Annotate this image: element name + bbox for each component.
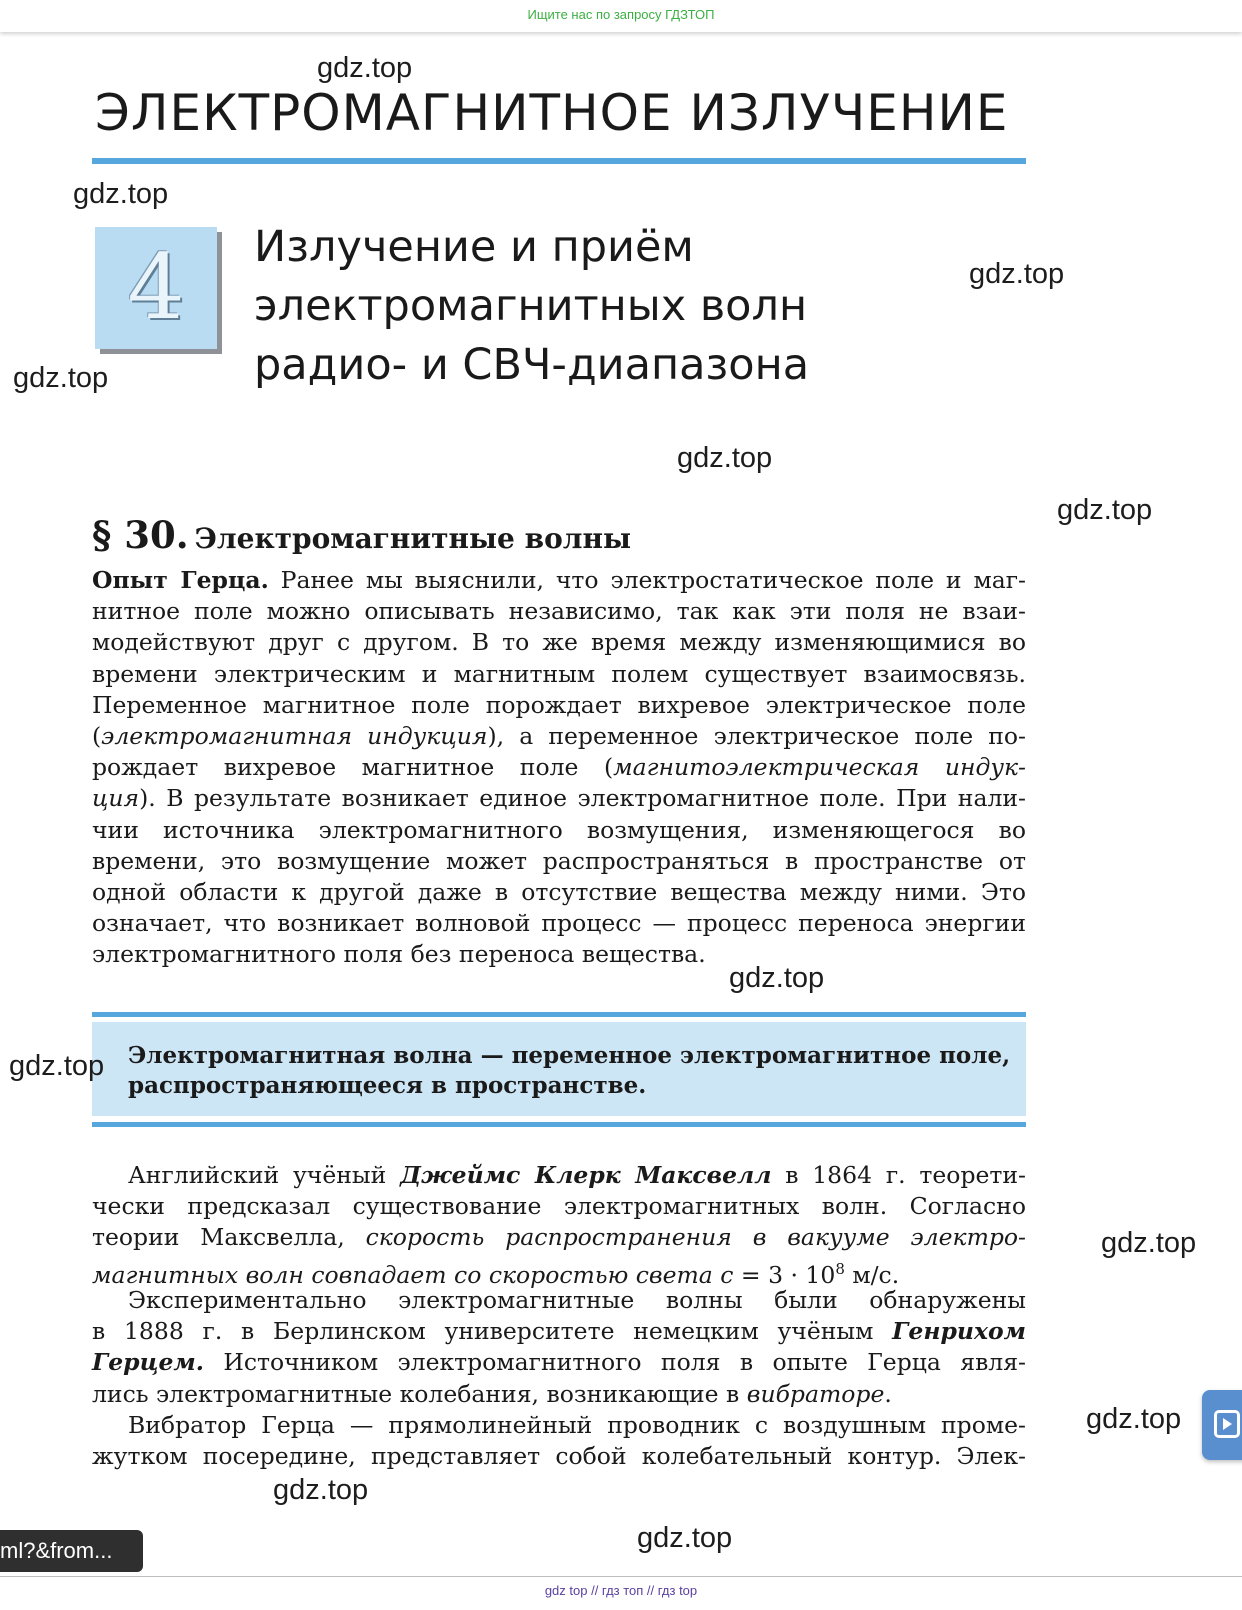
term-magnetoelectric-induction: магнитоэлектрическая индук- [613, 753, 1026, 782]
text-line: Ранее мы выяснили, что электростатическое поле и маг- [268, 566, 1026, 594]
formula-exponent: 8 [835, 1259, 845, 1278]
person-hertz: Генрихом [892, 1317, 1026, 1346]
top-banner [0, 0, 1242, 32]
text-line: электромагнитного поля без переноса вещества. [92, 940, 706, 969]
section-number: § 30. [92, 513, 189, 557]
url-tooltip: ml?&from... [0, 1530, 143, 1572]
text-line: лись электромагнитные колебания, возникающие в [92, 1379, 747, 1408]
formula-speed-of-light: = 3 · 10 [733, 1260, 836, 1289]
paragraph-lead: Опыт Герца. [92, 566, 269, 594]
statement-speed-of-waves: скорость распространения в вакууме электро- [365, 1223, 1026, 1252]
text-line: Английский учёный [128, 1161, 401, 1189]
text-line: времени, это возмущение может распространяться в пространстве от [92, 846, 1026, 875]
watermark: gdz.top [729, 962, 825, 994]
watermark: gdz.top [73, 178, 169, 210]
text-line: . [884, 1379, 892, 1408]
subsection-title [254, 218, 809, 395]
text-line: в 1864 г. теорети- [771, 1161, 1026, 1189]
text-line: ). В результате возникает единое электромагнитное поле. При нали- [139, 784, 1026, 813]
text-line: чии источника электромагнитного возмущения, изменяющегося во [92, 815, 1026, 844]
chapter-divider [92, 158, 1026, 164]
watermark: gdz.top [1086, 1403, 1182, 1435]
section-heading [92, 513, 631, 557]
paragraph-maxwell [92, 1160, 1026, 1291]
watermark: gdz.top [969, 258, 1065, 290]
text-line: чески предсказал существование электромагнитных волн. Согласно [92, 1192, 1026, 1221]
person-maxwell: Джеймс Клерк Максвелл [400, 1161, 772, 1189]
statement-speed-of-waves-end: магнитных волн совпадает со скоростью света c [92, 1260, 734, 1289]
definition-line: распространяющееся в пространстве. [128, 1072, 647, 1099]
definition-line: Электромагнитная волна — переменное электромагнитное поле, [128, 1042, 1011, 1069]
subsection-number: 4 [127, 235, 185, 340]
formula-unit: м/с. [844, 1260, 900, 1289]
term-electromagnetic-induction: электромагнитная индукция [101, 722, 488, 751]
paragraph-vibrator [92, 1410, 1026, 1472]
text-line: нитное поле можно описывать независимо, так как эти поля не взаи- [92, 597, 1026, 626]
watermark: gdz.top [9, 1050, 105, 1082]
watermark: gdz.top [317, 52, 413, 84]
text-line: Источником электромагнитного поля в опыте Герца явля- [203, 1348, 1026, 1377]
person-hertz-end: Герцем. [92, 1348, 204, 1377]
paragraph-hertz-experiment [92, 565, 1026, 971]
term-magnetoelectric-induction-end: ция [92, 784, 140, 813]
chapter-title: ЭЛЕКТРОМАГНИТНОЕ ИЗЛУЧЕНИЕ [95, 84, 1009, 142]
watermark: gdz.top [13, 362, 109, 394]
watermark: gdz.top [1057, 494, 1153, 526]
text-line: в 1888 г. в Берлинском университете немецким учёным [92, 1317, 893, 1346]
play-video-icon [1214, 1410, 1240, 1438]
subsection-title-line: радио- и СВЧ-диапазона [254, 340, 810, 390]
text-line: Переменное магнитное поле порождает вихревое электрическое поле [92, 690, 1026, 719]
watermark: gdz.top [1101, 1227, 1197, 1259]
text-line: одной области к другой даже в отсутствие вещества между ними. Это [92, 878, 1026, 907]
section-title: Электромагнитные волны [194, 522, 632, 555]
watermark: gdz.top [273, 1474, 369, 1506]
term-vibrator: вибраторе [746, 1379, 885, 1408]
text-line: ( [92, 722, 102, 751]
definition-bottom-rule [92, 1122, 1026, 1127]
watermark: gdz.top [677, 442, 773, 474]
footer-links: gdz top // гдз топ // гдз top [544, 1583, 698, 1598]
text-line: рождает вихревое магнитное поле ( [92, 753, 614, 782]
banner-text: Ищите нас по запросу ГДЗТОП [527, 7, 715, 22]
side-panel-button[interactable] [1202, 1390, 1242, 1460]
subsection-number-badge [95, 227, 217, 349]
definition-top-rule [92, 1012, 1026, 1017]
text-line: теории Максвелла, [92, 1223, 366, 1252]
footer-divider [0, 1576, 1242, 1577]
text-line: ), а переменное электрическое поле по- [487, 722, 1026, 751]
text-line: модействуют друг с другом. В то же время между изменяющимися во [92, 628, 1026, 657]
subsection-title-line: Излучение и приём [254, 222, 694, 272]
text-line: Вибратор Герца — прямолинейный проводник с воздушным проме- [128, 1411, 1026, 1439]
text-line: Экспериментально электромагнитные волны были обнаружены [128, 1286, 1026, 1314]
paragraph-hertz-discovery [92, 1285, 1026, 1410]
text-line: жутком посередине, представляет собой колебательный контур. Элек- [92, 1442, 1026, 1471]
subsection-title-line: электромагнитных волн [254, 281, 808, 331]
text-line: времени электрическим и магнитным полем существует взаимосвязь. [92, 659, 1026, 688]
text-line: означает, что возникает волновой процесс — процесс переноса энергии [92, 909, 1026, 938]
watermark: gdz.top [637, 1522, 733, 1554]
definition-text [128, 1041, 1011, 1101]
